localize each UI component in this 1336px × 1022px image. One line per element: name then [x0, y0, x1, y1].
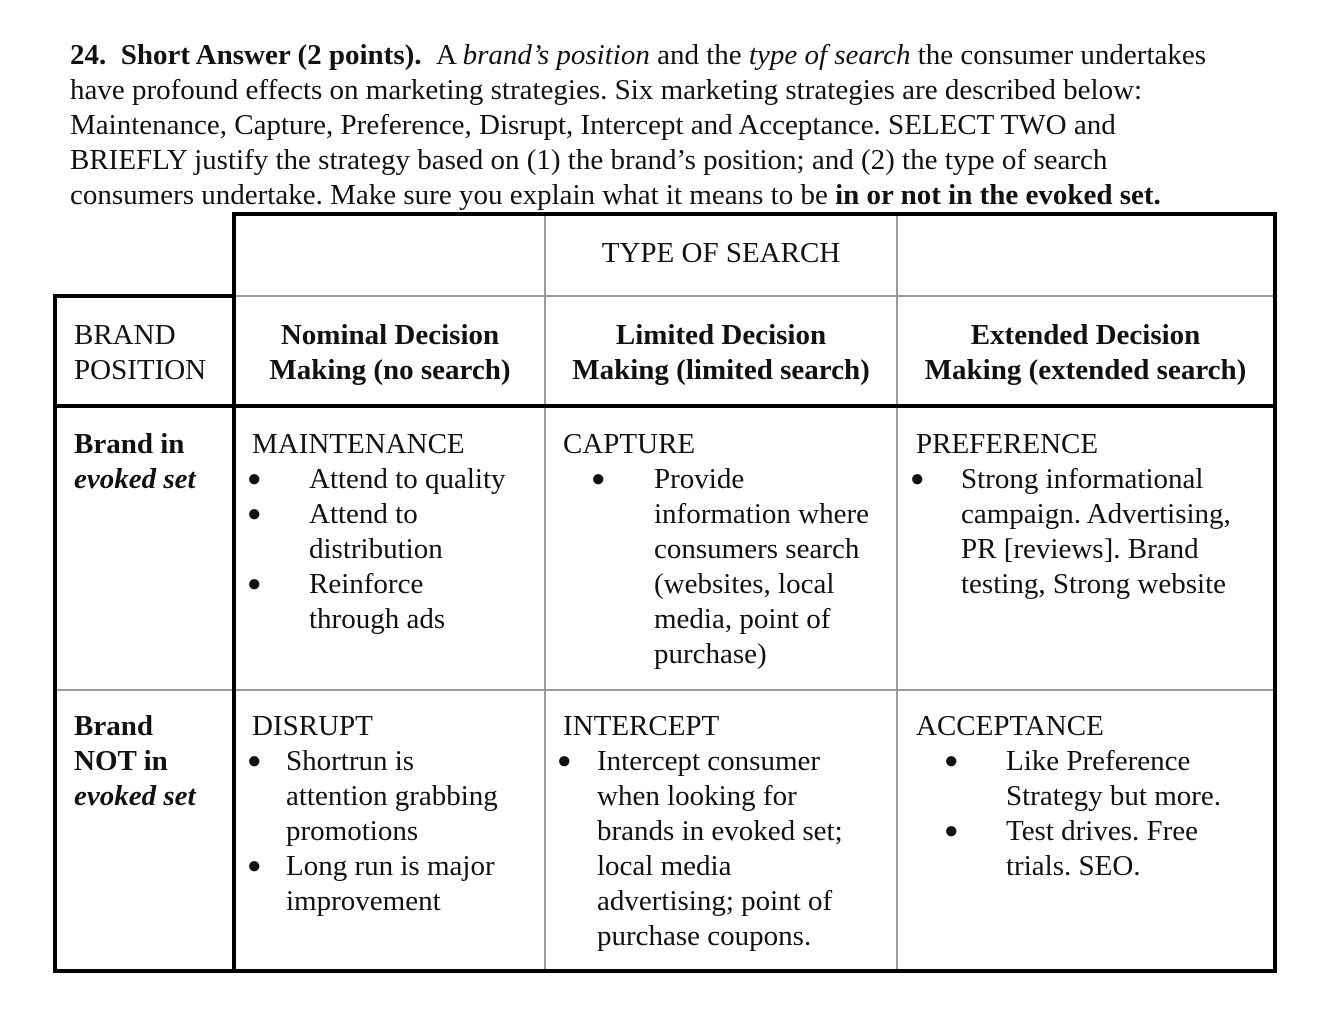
- strategy-title: PREFERENCE: [916, 428, 1099, 460]
- bullet-text: testing, Strong website: [961, 568, 1227, 600]
- question-text-part: the consumer undertakes: [910, 39, 1207, 71]
- bullet-text: (websites, local: [654, 568, 835, 600]
- row-header-line: Brand: [74, 710, 153, 742]
- bullet-icon: ●: [944, 748, 959, 774]
- bullet-text: campaign. Advertising,: [961, 498, 1231, 530]
- border-line: [53, 969, 1277, 973]
- column-header-extended: [898, 318, 1273, 388]
- bullet-icon: ●: [247, 466, 262, 492]
- list-item: [916, 814, 1271, 884]
- list-item: [557, 744, 893, 954]
- strategy-cell-intercept: [557, 709, 893, 954]
- grid-line: [55, 689, 1274, 691]
- bullet-icon: ●: [247, 501, 262, 527]
- bullet-icon: ●: [247, 571, 262, 597]
- bullet-text: Reinforce: [309, 568, 424, 600]
- strategy-bullet-list: [247, 744, 542, 919]
- column-header-line: Extended Decision: [970, 319, 1201, 351]
- question-line-4: BRIEFLY justify the strategy based on (1) the brand’s position; and (2) the type of search: [70, 144, 1108, 176]
- strategy-cell-capture: [563, 427, 893, 672]
- border-line: [1273, 212, 1277, 973]
- row-header-emphasis: evoked set: [74, 463, 196, 495]
- row-header-not-in-evoked-set: [74, 709, 234, 814]
- bullet-text: brands in evoked set;: [597, 815, 843, 847]
- column-header-nominal: [236, 318, 544, 388]
- row-header-line: Brand in: [74, 428, 185, 460]
- bullet-text: media, point of: [654, 603, 831, 635]
- border-line: [53, 294, 57, 973]
- list-item: [247, 567, 542, 637]
- row-header-line: [74, 779, 234, 814]
- bullet-text: Strategy but more.: [1006, 780, 1222, 812]
- strategy-cell-disrupt: [247, 709, 542, 919]
- list-item: [563, 462, 893, 672]
- strategy-title: DISRUPT: [252, 710, 373, 742]
- question-line-1: [70, 38, 1300, 73]
- bullet-text: PR [reviews]. Brand: [961, 533, 1199, 565]
- column-header-line: Nominal Decision: [280, 319, 500, 351]
- strategy-cell-acceptance: [916, 709, 1271, 884]
- bullet-text: consumers search: [654, 533, 860, 565]
- list-item: [247, 497, 542, 567]
- list-item: [247, 462, 542, 497]
- column-header-line: Making (no search): [269, 354, 511, 386]
- list-item: [910, 462, 1271, 602]
- strategy-title: ACCEPTANCE: [916, 710, 1104, 742]
- row-header-line: NOT in: [74, 745, 168, 777]
- column-header-line: Limited Decision: [615, 319, 827, 351]
- bullet-text: when looking for: [597, 780, 797, 812]
- strategy-bullet-list: [247, 462, 542, 637]
- question-number: 24.: [70, 39, 107, 71]
- question-text: [70, 38, 1300, 213]
- bullet-icon: ●: [910, 466, 925, 492]
- question-emphasis-type-of-search: type of search: [748, 39, 911, 71]
- strategy-bullet-list: [557, 744, 893, 954]
- bullet-text: purchase): [654, 638, 767, 670]
- type-of-search-label: TYPE OF SEARCH: [601, 237, 841, 269]
- bullet-text: improvement: [286, 885, 441, 917]
- question-label: Short Answer (2 points).: [120, 39, 422, 71]
- bullet-text: trials. SEO.: [1006, 850, 1141, 882]
- question-text-part: consumers undertake. Make sure you explain what it means to be: [70, 179, 836, 211]
- brand-position-header: [74, 318, 234, 388]
- bullet-text: local media: [597, 850, 732, 882]
- list-item: [247, 849, 542, 919]
- strategy-bullet-list: [563, 462, 893, 672]
- strategy-bullet-list: [916, 744, 1271, 884]
- bullet-text: information where: [654, 498, 870, 530]
- strategy-cell-maintenance: [247, 427, 542, 637]
- bullet-text: Attend to: [309, 498, 418, 530]
- bullet-text: Like Preference: [1006, 745, 1191, 777]
- question-emphasis-brand-position: brand’s position: [462, 39, 650, 71]
- bullet-text: Long run is major: [286, 850, 495, 882]
- question-line-3: Maintenance, Capture, Preference, Disrupt, Intercept and Acceptance. SELECT TWO and: [70, 109, 1116, 141]
- bullet-icon: ●: [247, 748, 262, 774]
- column-header-line: Making (limited search): [572, 354, 870, 386]
- bullet-text: Provide: [654, 463, 745, 495]
- bullet-icon: ●: [944, 818, 959, 844]
- question-line-2: have profound effects on marketing strategies. Six marketing strategies are described below:: [70, 74, 1143, 106]
- strategy-cell-preference: [910, 427, 1271, 602]
- bullet-icon: ●: [557, 748, 572, 774]
- bullet-text: Shortrun is: [286, 745, 415, 777]
- strategy-title: MAINTENANCE: [252, 428, 465, 460]
- border-line: [232, 212, 1277, 216]
- column-header-line: Making (extended search): [924, 354, 1247, 386]
- column-header-limited: [546, 318, 896, 388]
- bullet-text: distribution: [309, 533, 443, 565]
- type-of-search-header: [546, 236, 896, 271]
- bullet-text: Strong informational: [961, 463, 1204, 495]
- bullet-text: purchase coupons.: [597, 920, 812, 952]
- bullet-text: Attend to quality: [309, 463, 506, 495]
- question-text-part: A: [436, 39, 463, 71]
- brand-position-line: POSITION: [74, 354, 207, 386]
- list-item: [916, 744, 1271, 814]
- strategy-title: INTERCEPT: [563, 710, 720, 742]
- bullet-icon: ●: [247, 853, 262, 879]
- bullet-text: attention grabbing: [286, 780, 498, 812]
- bullet-text: through ads: [309, 603, 446, 635]
- question-line-5: [70, 178, 1300, 213]
- strategy-bullet-list: [910, 462, 1271, 602]
- strategy-title: CAPTURE: [563, 428, 696, 460]
- row-header-emphasis: evoked set: [74, 780, 196, 812]
- bullet-text: Test drives. Free: [1006, 815, 1199, 847]
- brand-position-line: BRAND: [74, 319, 176, 351]
- border-line: [53, 294, 236, 298]
- list-item: [247, 744, 542, 849]
- row-header-line: [74, 462, 234, 497]
- row-header-in-evoked-set: [74, 427, 234, 497]
- border-line: [53, 404, 1277, 408]
- question-emphasis-evoked-set: in or not in the evoked set.: [835, 179, 1161, 211]
- question-text-part: and the: [649, 39, 749, 71]
- bullet-text: promotions: [286, 815, 419, 847]
- bullet-icon: ●: [591, 466, 606, 492]
- bullet-text: Intercept consumer: [597, 745, 821, 777]
- bullet-text: advertising; point of: [597, 885, 833, 917]
- grid-line: [234, 295, 1274, 297]
